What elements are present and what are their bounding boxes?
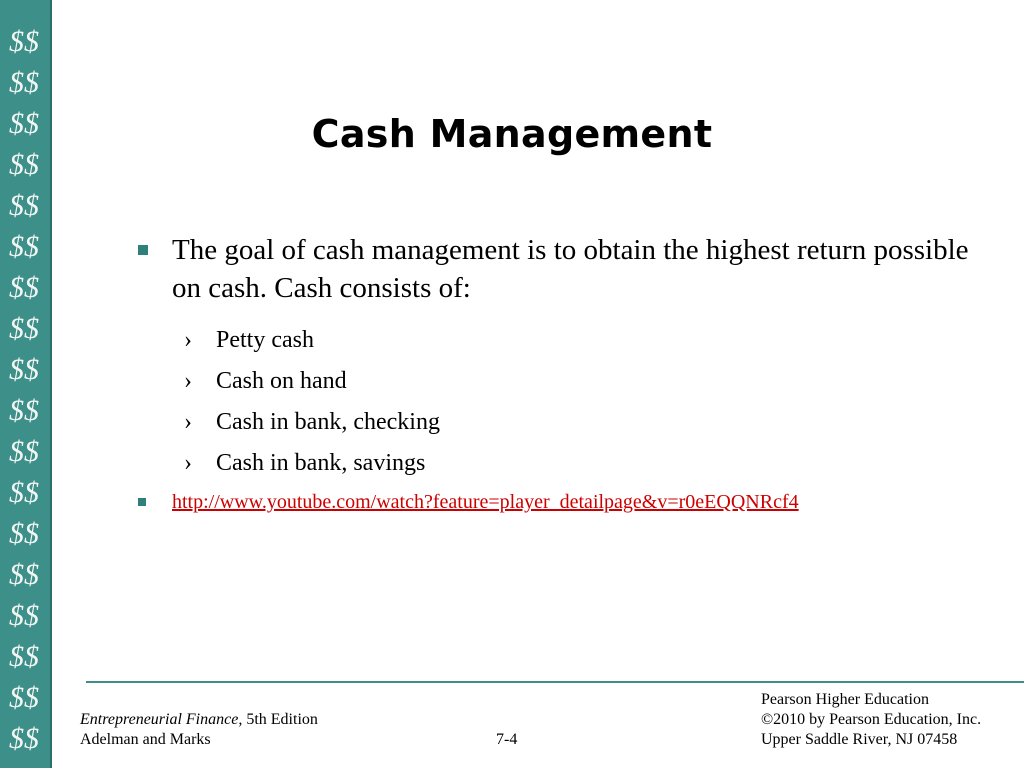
bullet-text: The goal of cash management is to obtain the highest return possible on cash. Cash consists of: — [172, 234, 969, 304]
dollar-sign-decoration: $$ — [9, 722, 39, 755]
dollar-sign-decoration: $$ — [9, 476, 39, 509]
dollar-sign-decoration: $$ — [9, 107, 39, 140]
publisher-copyright: ©2010 by Pearson Education, Inc. — [761, 711, 982, 728]
square-bullet-icon — [138, 498, 146, 506]
dollar-sign-decoration: $$ — [9, 558, 39, 591]
dollar-sign-decoration: $$ — [9, 66, 39, 99]
dollar-sign-decoration: $$ — [9, 435, 39, 468]
slide-title: Cash Management — [311, 112, 713, 156]
page-number: 7-4 — [496, 731, 518, 748]
dollar-sign-decoration: $$ — [9, 189, 39, 222]
dollar-sign-decoration: $$ — [9, 25, 39, 58]
footer-divider — [86, 681, 1024, 683]
chevron-right-icon: › — [184, 450, 192, 476]
bullet-list — [130, 231, 980, 514]
bullet-item-cash-goal — [130, 231, 980, 307]
sub-bullet-item — [130, 402, 980, 443]
sub-bullet-item — [130, 361, 980, 402]
dollar-sign-decoration: $$ — [9, 353, 39, 386]
sub-bullet-text: Cash in bank, checking — [216, 409, 440, 435]
footer-book-info — [80, 710, 318, 750]
footer-book-line — [80, 710, 318, 730]
dollar-sign-decoration: $$ — [9, 230, 39, 263]
sub-bullet-text: Cash on hand — [216, 368, 347, 394]
publisher-address: Upper Saddle River, NJ 07458 — [761, 731, 958, 748]
square-bullet-icon — [138, 245, 148, 255]
book-title: Entrepreneurial Finance, — [80, 711, 243, 728]
dollar-sign-decoration: $$ — [9, 312, 39, 345]
sub-bullet-item — [130, 443, 980, 484]
dollar-sign-decoration: $$ — [9, 517, 39, 550]
sub-bullet-item — [130, 320, 980, 361]
chevron-right-icon: › — [184, 327, 192, 353]
dollar-sign-decoration: $$ — [9, 148, 39, 181]
book-edition: 5th Edition — [242, 711, 318, 728]
dollar-sign-decoration: $$ — [9, 640, 39, 673]
book-authors: Adelman and Marks — [80, 731, 211, 748]
dollar-sign-decoration: $$ — [9, 681, 39, 714]
publisher-name: Pearson Higher Education — [761, 691, 929, 708]
sub-bullet-text: Cash in bank, savings — [216, 450, 426, 476]
chevron-right-icon: › — [184, 368, 192, 394]
dollar-sign-decoration: $$ — [9, 599, 39, 632]
dollar-sign-decoration: $$ — [9, 394, 39, 427]
bullet-item-video-link — [130, 490, 980, 514]
youtube-video-link[interactable]: http://www.youtube.com/watch?feature=player_detailpage&v=r0eEQQNRcf4 — [172, 491, 799, 513]
sub-bullet-text: Petty cash — [216, 327, 314, 353]
chevron-right-icon: › — [184, 409, 192, 435]
footer-publisher-info — [761, 690, 981, 750]
dollar-sign-decoration: $$ — [9, 271, 39, 304]
sub-bullet-list — [130, 320, 980, 484]
